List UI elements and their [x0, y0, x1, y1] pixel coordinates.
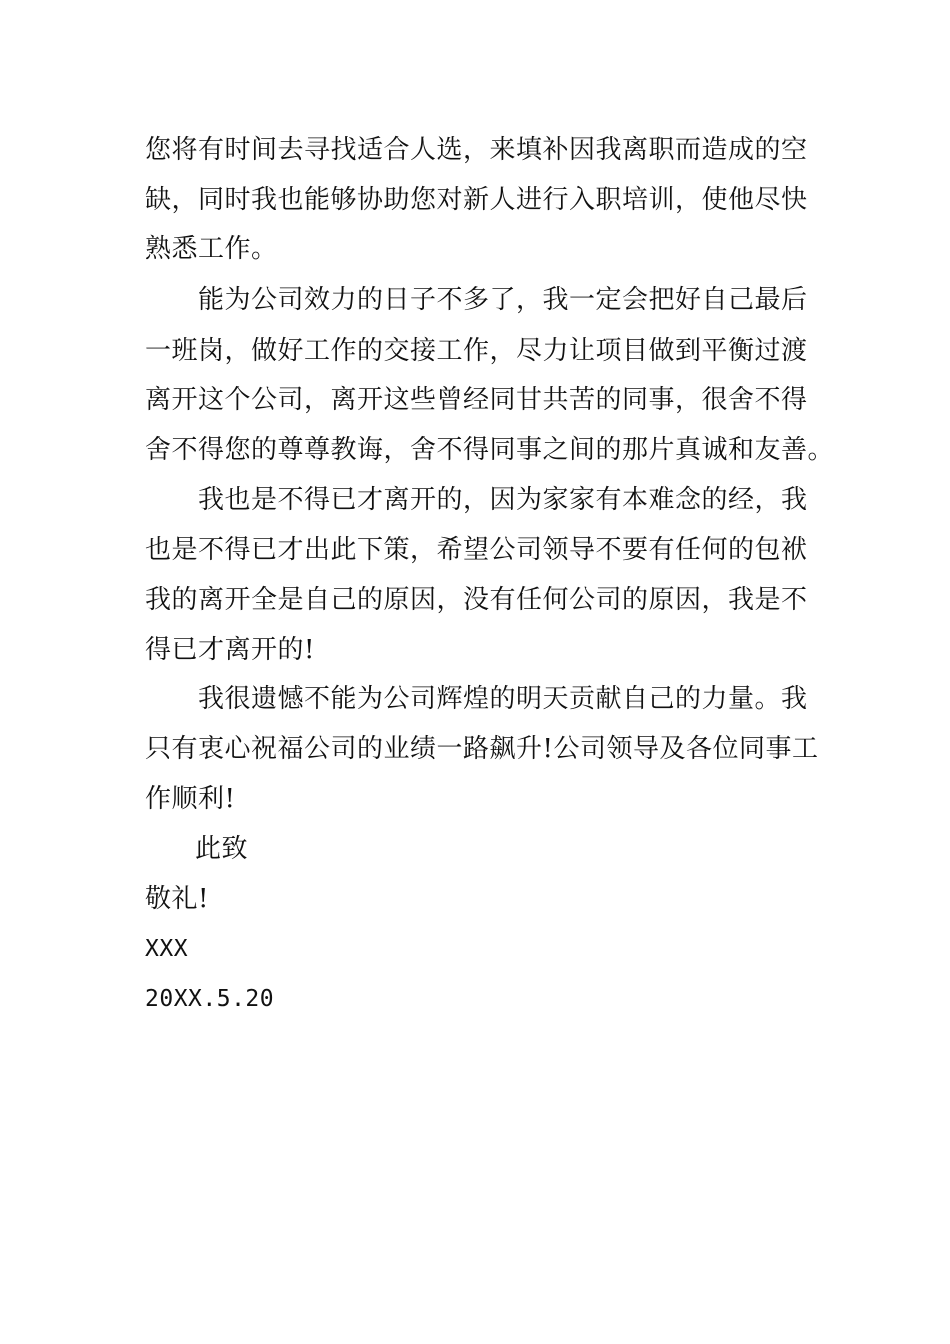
paragraph-2-line-4: 舍不得您的尊尊教诲，舍不得同事之间的那片真诚和友善。 [145, 435, 835, 465]
closing-salutation: 此致 [195, 834, 249, 864]
paragraph-4-line-3: 作顺利! [145, 784, 236, 814]
paragraph-4-line-2: 只有衷心祝福公司的业绩一路飙升!公司领导及各位同事工 [145, 734, 819, 764]
paragraph-2-line-1: 能为公司效力的日子不多了，我一定会把好自己最后 [198, 285, 808, 315]
paragraph-1-line-2: 缺，同时我也能够协助您对新人进行入职培训，使他尽快 [145, 185, 808, 215]
paragraph-2-line-2: 一班岗，做好工作的交接工作，尽力让项目做到平衡过渡 [145, 336, 808, 366]
paragraph-1-line-3: 熟悉工作。 [145, 234, 278, 264]
paragraph-3-line-1: 我也是不得已才离开的，因为家家有本难念的经，我 [198, 485, 808, 515]
paragraph-4-line-1: 我很遗憾不能为公司辉煌的明天贡献自己的力量。我 [198, 684, 808, 714]
signature-date: 20XX.5.20 [145, 986, 275, 1012]
signature-name: XXX [145, 936, 189, 962]
paragraph-3-line-3: 我的离开全是自己的原因，没有任何公司的原因，我是不 [145, 585, 808, 615]
paragraph-3-line-4: 得已才离开的! [145, 635, 315, 665]
paragraph-2-line-3: 离开这个公司，离开这些曾经同甘共苦的同事，很舍不得 [145, 385, 808, 415]
paragraph-1-line-1: 您将有时间去寻找适合人选，来填补因我离职而造成的空 [145, 135, 808, 165]
paragraph-3-line-2: 也是不得已才出此下策，希望公司领导不要有任何的包袱 [145, 535, 808, 565]
closing-regards: 敬礼! [145, 884, 209, 914]
